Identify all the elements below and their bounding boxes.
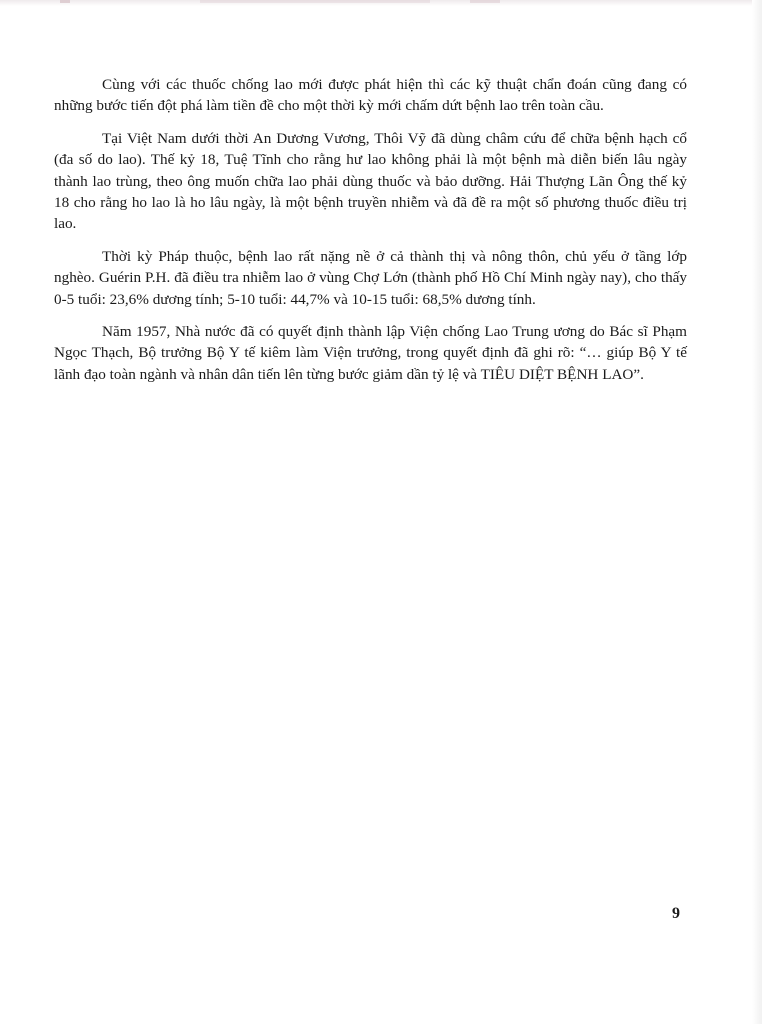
scan-right-edge xyxy=(752,0,762,1024)
body-text xyxy=(54,74,687,396)
scan-artifact xyxy=(60,0,70,3)
page-number: 9 xyxy=(672,905,680,922)
paragraph-french-colonial: Thời kỳ Pháp thuộc, bệnh lao rất nặng nề ở cả thành thị và nông thôn, chủ yếu ở tầng lớp nghèo. Guérin P.H. đã điều tra nhiễm lao ở vùng Chợ Lớn (thành phố Hồ Chí Minh ngày nay), cho thấy 0-5 tuổi: 23,6% dương tính; 5-10 tuổi: 44,7% và 10-15 tuổi: 68,5% dương tính. xyxy=(54,247,687,308)
paragraph-vietnam-history: Tại Việt Nam dưới thời An Dương Vương, Thôi Vỹ đã dùng châm cứu để chữa bệnh hạch cổ (đa số do lao). Thế kỷ 18, Tuệ Tĩnh cho rằng hư lao không phải là một bệnh mà diễn biến lâu ngày thành lao trùng, theo ông muốn chữa lao phải dùng thuốc và bảo dưỡng. Hải Thượng Lãn Ông thế kỷ 18 cho rằng ho lao là ho lâu ngày, là một bệnh truyền nhiễm và đã đề ra một số phương thuốc điều trị lao. xyxy=(54,129,687,233)
scan-artifact xyxy=(470,0,500,3)
paragraph-institute-1957: Năm 1957, Nhà nước đã có quyết định thành lập Viện chống Lao Trung ương do Bác sĩ Phạm Ngọc Thạch, Bộ trưởng Bộ Y tế kiêm làm Viện trưởng, trong quyết định đã ghi rõ: “… giúp Bộ Y tế lãnh đạo toàn ngành và nhân dân tiến lên từng bước giảm dần tỷ lệ và TIÊU DIỆT BỆNH LAO”. xyxy=(54,323,687,383)
paragraph-diagnostics: Cùng với các thuốc chống lao mới được phát hiện thì các kỹ thuật chẩn đoán cũng đang có những bước tiến đột phá làm tiền đề cho một thời kỳ mới chấm dứt bệnh lao trên toàn cầu. xyxy=(54,76,687,115)
scan-artifact xyxy=(200,0,430,3)
